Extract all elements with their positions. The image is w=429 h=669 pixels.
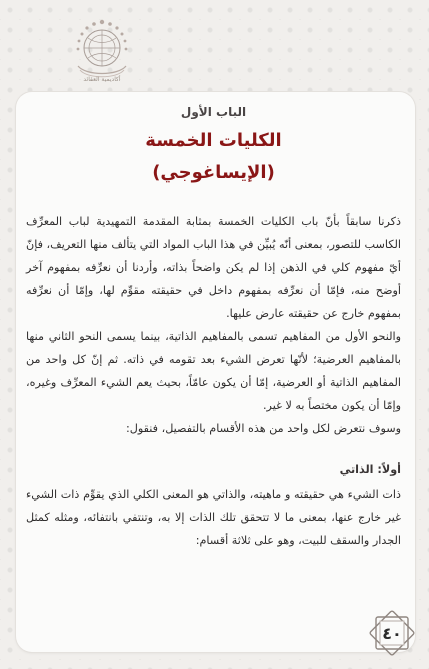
paragraph-2: والنحو الأول من المفاهيم تسمى بالمفاهيم الذاتية، بينما يسمى النحو الثاني منها بالمفاهيم العرضية؛ لأنّها تعرض الشيء بعد تقومه في ذاته. ثم إنّ كل واحد من المفاهيم الذاتية أو العرضية، إمّا أن يكون عامّاً، بحيث يعم الشيء المعرِّف وغيره، وإمّا أن يكون مختصاً به لا غير. [26,330,401,412]
page-title: الكليات الخمسة [145,130,282,151]
emblem-caption: أكاديمية العقائد [83,76,121,83]
page-subtitle: (الإيساغوجي) [152,162,275,183]
paragraph-3: وسوف نتعرض لكل واحد من هذه الأقسام بالتفصيل، فنقول: [125,422,401,435]
section-heading: أولاً: الذاتي [339,463,401,476]
page-number: ٤٠ [382,623,402,643]
chapter-label: الباب الأول [180,105,247,119]
section-paragraph: ذات الشيء هي حقيقته و ماهيته، والذاتي هو المعنى الكلي الذي يقوِّم ذات الشيء غير خارج عنها، بمعنى ما لا تتحقق تلك الذات إلا به، وتنتفي بانتفائه، ومثله كمثل الجدار والسقف للبيت، وهو على ثلاثة أقسام: [26,488,401,547]
page-number-badge [368,610,416,656]
paragraph-1: ذكرنا سابقاً بأنّ باب الكليات الخمسة بمثابة المقدمة التمهيدية لباب المعرِّف الكاسب للتصور، بمعنى أنّه يُبيِّن في هذا الباب المواد التي يتألف منها التعريف، فإنّ أيّ مفهوم كلي في الذهن إذا لم يكن واضحاً بذاته، وأردنا أن نعرِّفه بمفهوم آخر أوضح منه، فإمّا أن نعرِّفه بمفهوم داخل في حقيقته مقوِّم لها، وإمّا أن نعرِّفه بمفهوم خارج عن حقيقته عارض عليها. [26,215,401,320]
page-content [26,100,401,600]
